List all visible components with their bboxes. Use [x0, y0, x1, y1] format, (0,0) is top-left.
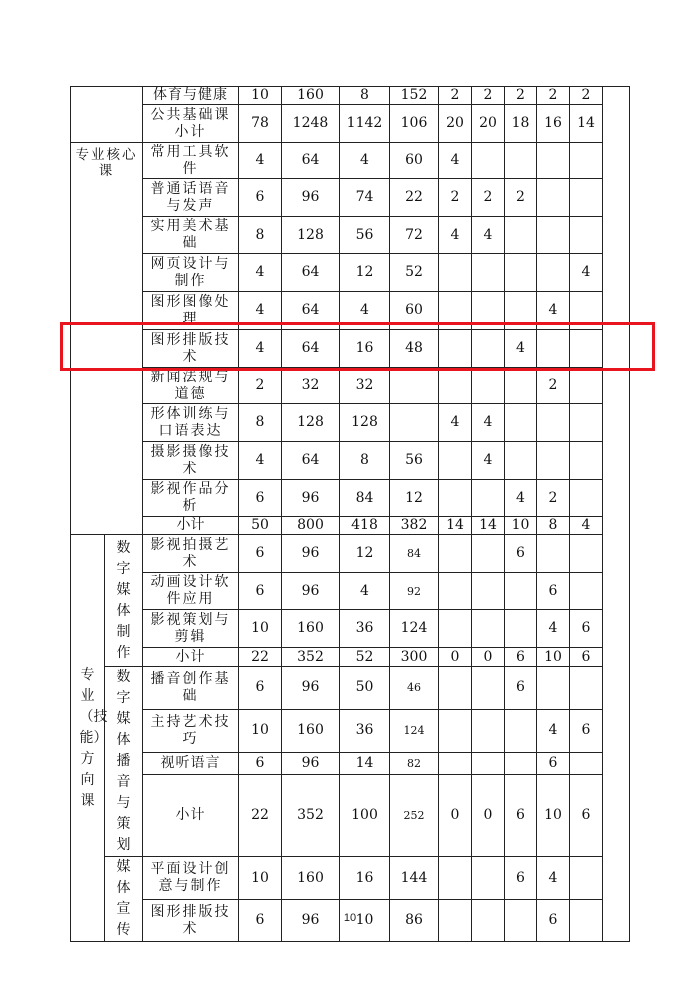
semester-3-cell — [505, 292, 537, 330]
course-name: 播音创作基础 — [143, 667, 239, 710]
group-label-media-production — [105, 535, 143, 667]
hours-cell: 64 — [282, 292, 340, 330]
semester-4-cell — [537, 179, 570, 217]
core-courses-label — [71, 143, 143, 535]
theory-hours-cell: 36 — [340, 709, 390, 752]
practice-hours-cell: 382 — [390, 517, 439, 535]
table-row — [71, 404, 630, 442]
semester-3-cell: 4 — [505, 480, 537, 517]
theory-hours-cell: 4 — [340, 292, 390, 330]
semester-2-cell — [472, 667, 505, 710]
hours-cell: 64 — [282, 143, 340, 179]
table-row — [71, 573, 630, 610]
semester-4-cell: 8 — [537, 517, 570, 535]
blank-cell — [71, 87, 143, 143]
course-name: 影视拍摄艺术 — [143, 535, 239, 573]
direction-courses-label — [71, 535, 108, 942]
credits-cell: 10 — [239, 610, 282, 648]
table-row — [71, 535, 630, 573]
practice-hours-cell: 86 — [390, 900, 439, 942]
semester-5-cell — [570, 442, 603, 480]
table-row — [71, 368, 630, 404]
table-row — [71, 143, 630, 179]
credits-cell: 4 — [239, 254, 282, 292]
hours-cell: 64 — [282, 330, 340, 368]
hours-cell: 96 — [282, 667, 340, 710]
semester-4-cell: 2 — [537, 87, 570, 105]
semester-5-cell — [570, 535, 603, 573]
theory-hours-cell: 14 — [340, 752, 390, 774]
group-label-media-publicity — [105, 857, 143, 942]
course-name: 影视作品分析 — [143, 480, 239, 517]
semester-2-cell — [472, 709, 505, 752]
theory-hours-cell: 16 — [340, 857, 390, 900]
semester-5-cell — [570, 143, 603, 179]
hours-cell: 96 — [282, 179, 340, 217]
hours-cell: 96 — [282, 535, 340, 573]
semester-4-cell: 6 — [537, 900, 570, 942]
core-courses-label-text: 专业核心课 — [75, 147, 138, 179]
semester-5-cell — [570, 480, 603, 517]
semester-5-cell: 6 — [570, 774, 603, 856]
credits-cell: 4 — [239, 292, 282, 330]
semester-3-cell: 2 — [505, 179, 537, 217]
semester-3-cell — [505, 442, 537, 480]
semester-3-cell: 6 — [505, 535, 537, 573]
semester-4-cell: 16 — [537, 105, 570, 143]
semester-5-cell — [570, 368, 603, 404]
semester-1-cell: 20 — [439, 105, 472, 143]
course-name: 视听语言 — [143, 752, 239, 774]
semester-2-cell — [472, 857, 505, 900]
semester-1-cell: 4 — [439, 217, 472, 254]
semester-2-cell — [472, 143, 505, 179]
theory-hours-cell: 8 — [340, 442, 390, 480]
semester-5-cell — [570, 404, 603, 442]
semester-2-cell: 4 — [472, 404, 505, 442]
course-name: 影视策划与剪辑 — [143, 610, 239, 648]
practice-hours-cell: 82 — [390, 752, 439, 774]
course-name: 平面设计创意与制作 — [143, 857, 239, 900]
theory-hours-cell: 56 — [340, 217, 390, 254]
semester-3-cell — [505, 368, 537, 404]
semester-1-cell — [439, 330, 472, 368]
credits-cell: 8 — [239, 217, 282, 254]
credits-cell: 6 — [239, 573, 282, 610]
semester-2-cell: 0 — [472, 774, 505, 856]
semester-2-cell — [472, 610, 505, 648]
theory-hours-cell: 50 — [340, 667, 390, 710]
semester-3-cell: 4 — [505, 330, 537, 368]
theory-hours-cell: 10 — [340, 900, 390, 942]
semester-4-cell: 4 — [537, 292, 570, 330]
semester-5-cell: 4 — [570, 517, 603, 535]
credits-cell: 10 — [239, 857, 282, 900]
semester-4-cell: 2 — [537, 368, 570, 404]
practice-hours-cell: 84 — [390, 535, 439, 573]
hours-cell: 160 — [282, 610, 340, 648]
group-label-text: 媒体宣传 — [116, 859, 131, 938]
semester-4-cell: 10 — [537, 774, 570, 856]
semester-5-cell — [570, 330, 603, 368]
semester-1-cell: 0 — [439, 648, 472, 667]
credits-cell: 4 — [239, 330, 282, 368]
hours-cell: 64 — [282, 254, 340, 292]
page-number: 10 — [343, 912, 357, 924]
semester-3-cell: 6 — [505, 667, 537, 710]
table-row — [71, 610, 630, 648]
semester-4-cell — [537, 442, 570, 480]
semester-4-cell — [537, 254, 570, 292]
semester-3-cell: 18 — [505, 105, 537, 143]
group-label-text: 数字媒体播音与策划 — [116, 669, 131, 853]
theory-hours-cell: 52 — [340, 648, 390, 667]
course-name: 体育与健康 — [143, 87, 239, 105]
semester-1-cell — [439, 535, 472, 573]
course-name: 新闻法规与道德 — [143, 368, 239, 404]
credits-cell: 22 — [239, 648, 282, 667]
semester-1-cell — [439, 292, 472, 330]
direction-courses-label-text: 专业（技能）方向课 — [79, 666, 108, 809]
hours-cell: 352 — [282, 648, 340, 667]
subtotal-label: 小计 — [143, 648, 239, 667]
course-name: 主持艺术技巧 — [143, 709, 239, 752]
semester-4-cell — [537, 404, 570, 442]
semester-1-cell — [439, 667, 472, 710]
semester-2-cell: 2 — [472, 87, 505, 105]
table-body — [71, 87, 630, 942]
semester-5-cell: 4 — [570, 254, 603, 292]
semester-3-cell — [505, 610, 537, 648]
semester-2-cell — [472, 535, 505, 573]
credits-cell: 2 — [239, 368, 282, 404]
practice-hours-cell — [390, 404, 439, 442]
semester-1-cell — [439, 573, 472, 610]
remarks-column — [603, 87, 630, 942]
semester-2-cell: 14 — [472, 517, 505, 535]
practice-hours-cell: 48 — [390, 330, 439, 368]
semester-2-cell: 20 — [472, 105, 505, 143]
semester-1-cell: 2 — [439, 87, 472, 105]
practice-hours-cell: 252 — [390, 774, 439, 856]
credits-cell: 6 — [239, 900, 282, 942]
semester-3-cell: 6 — [505, 774, 537, 856]
semester-1-cell — [439, 709, 472, 752]
practice-hours-cell: 144 — [390, 857, 439, 900]
semester-3-cell — [505, 709, 537, 752]
semester-1-cell — [439, 752, 472, 774]
semester-3-cell — [505, 573, 537, 610]
theory-hours-cell: 74 — [340, 179, 390, 217]
subtotal-label: 小计 — [143, 774, 239, 856]
theory-hours-cell: 16 — [340, 330, 390, 368]
hours-cell: 128 — [282, 404, 340, 442]
credits-cell: 6 — [239, 667, 282, 710]
semester-2-cell: 0 — [472, 648, 505, 667]
table-row — [71, 667, 630, 710]
semester-1-cell — [439, 368, 472, 404]
course-name: 摄影摄像技术 — [143, 442, 239, 480]
practice-hours-cell: 124 — [390, 610, 439, 648]
semester-4-cell: 2 — [537, 480, 570, 517]
semester-3-cell — [505, 254, 537, 292]
theory-hours-cell: 8 — [340, 87, 390, 105]
semester-3-cell — [505, 752, 537, 774]
table-row — [71, 442, 630, 480]
theory-hours-cell: 418 — [340, 517, 390, 535]
table-row — [71, 752, 630, 774]
semester-5-cell — [570, 857, 603, 900]
practice-hours-cell: 300 — [390, 648, 439, 667]
credits-cell: 10 — [239, 709, 282, 752]
table-row — [71, 709, 630, 752]
practice-hours-cell: 60 — [390, 292, 439, 330]
practice-hours-cell: 106 — [390, 105, 439, 143]
hours-cell: 160 — [282, 709, 340, 752]
hours-cell: 64 — [282, 442, 340, 480]
semester-5-cell: 6 — [570, 709, 603, 752]
semester-4-cell: 4 — [537, 709, 570, 752]
semester-4-cell — [537, 667, 570, 710]
credits-cell: 6 — [239, 179, 282, 217]
semester-4-cell: 10 — [537, 648, 570, 667]
table-row — [71, 648, 630, 667]
table-row — [71, 517, 630, 535]
course-name: 网页设计与制作 — [143, 254, 239, 292]
table-row — [71, 330, 630, 368]
course-name: 普通话语音与发声 — [143, 179, 239, 217]
semester-1-cell — [439, 610, 472, 648]
table-row — [71, 217, 630, 254]
semester-3-cell: 6 — [505, 648, 537, 667]
hours-cell: 96 — [282, 480, 340, 517]
semester-5-cell: 6 — [570, 648, 603, 667]
table-row — [71, 292, 630, 330]
semester-5-cell — [570, 217, 603, 254]
semester-4-cell — [537, 330, 570, 368]
table-row — [71, 480, 630, 517]
hours-cell: 32 — [282, 368, 340, 404]
credits-cell: 4 — [239, 143, 282, 179]
practice-hours-cell: 152 — [390, 87, 439, 105]
semester-5-cell: 2 — [570, 87, 603, 105]
semester-2-cell: 2 — [472, 179, 505, 217]
hours-cell: 128 — [282, 217, 340, 254]
semester-3-cell — [505, 143, 537, 179]
semester-1-cell — [439, 254, 472, 292]
hours-cell: 96 — [282, 573, 340, 610]
hours-cell: 96 — [282, 752, 340, 774]
credits-cell: 8 — [239, 404, 282, 442]
semester-5-cell: 14 — [570, 105, 603, 143]
semester-4-cell — [537, 143, 570, 179]
semester-3-cell — [505, 404, 537, 442]
hours-cell: 1248 — [282, 105, 340, 143]
semester-5-cell: 6 — [570, 610, 603, 648]
group-label-broadcast-planning — [105, 667, 143, 857]
theory-hours-cell: 128 — [340, 404, 390, 442]
practice-hours-cell: 92 — [390, 573, 439, 610]
table-row — [71, 105, 630, 143]
hours-cell: 800 — [282, 517, 340, 535]
semester-4-cell: 4 — [537, 610, 570, 648]
semester-2-cell — [472, 573, 505, 610]
practice-hours-cell: 22 — [390, 179, 439, 217]
semester-4-cell — [537, 217, 570, 254]
semester-3-cell: 10 — [505, 517, 537, 535]
course-name: 动画设计软件应用 — [143, 573, 239, 610]
table-row — [71, 774, 630, 856]
theory-hours-cell: 12 — [340, 254, 390, 292]
theory-hours-cell: 36 — [340, 610, 390, 648]
semester-2-cell — [472, 330, 505, 368]
practice-hours-cell: 72 — [390, 217, 439, 254]
hours-cell: 96 — [282, 900, 340, 942]
theory-hours-cell: 32 — [340, 368, 390, 404]
theory-hours-cell: 100 — [340, 774, 390, 856]
semester-5-cell — [570, 292, 603, 330]
semester-1-cell: 2 — [439, 179, 472, 217]
practice-hours-cell: 12 — [390, 480, 439, 517]
table-row — [71, 87, 630, 105]
semester-4-cell: 6 — [537, 752, 570, 774]
practice-hours-cell — [390, 368, 439, 404]
semester-4-cell: 4 — [537, 857, 570, 900]
credits-cell: 78 — [239, 105, 282, 143]
table-row — [71, 254, 630, 292]
hours-cell: 160 — [282, 87, 340, 105]
theory-hours-cell: 1142 — [340, 105, 390, 143]
semester-2-cell: 4 — [472, 442, 505, 480]
theory-hours-cell: 84 — [340, 480, 390, 517]
semester-2-cell — [472, 752, 505, 774]
course-name: 形体训练与口语表达 — [143, 404, 239, 442]
semester-2-cell: 4 — [472, 217, 505, 254]
credits-cell: 22 — [239, 774, 282, 856]
course-name: 图形排版技术 — [143, 900, 239, 942]
practice-hours-cell: 56 — [390, 442, 439, 480]
credits-cell: 6 — [239, 480, 282, 517]
group-label-text: 数字媒体制作 — [116, 539, 131, 661]
table-row — [71, 857, 630, 900]
course-name: 公共基础课小计 — [143, 105, 239, 143]
subtotal-label: 小计 — [143, 517, 239, 535]
semester-5-cell — [570, 752, 603, 774]
semester-5-cell — [570, 179, 603, 217]
theory-hours-cell: 12 — [340, 535, 390, 573]
theory-hours-cell: 4 — [340, 143, 390, 179]
credits-cell: 50 — [239, 517, 282, 535]
course-name: 图形排版技术 — [143, 330, 239, 368]
semester-2-cell — [472, 254, 505, 292]
course-name: 图形图像处理 — [143, 292, 239, 330]
semester-4-cell: 6 — [537, 573, 570, 610]
semester-1-cell: 4 — [439, 404, 472, 442]
credits-cell: 6 — [239, 535, 282, 573]
semester-1-cell — [439, 480, 472, 517]
semester-3-cell: 2 — [505, 87, 537, 105]
semester-1-cell — [439, 857, 472, 900]
semester-2-cell — [472, 368, 505, 404]
semester-1-cell — [439, 442, 472, 480]
semester-4-cell — [537, 535, 570, 573]
semester-2-cell — [472, 292, 505, 330]
credits-cell: 6 — [239, 752, 282, 774]
practice-hours-cell: 46 — [390, 667, 439, 710]
hours-cell: 352 — [282, 774, 340, 856]
theory-hours-cell: 4 — [340, 573, 390, 610]
practice-hours-cell: 60 — [390, 143, 439, 179]
semester-3-cell — [505, 217, 537, 254]
semester-1-cell: 0 — [439, 774, 472, 856]
practice-hours-cell: 52 — [390, 254, 439, 292]
semester-5-cell — [570, 667, 603, 710]
credits-cell: 4 — [239, 442, 282, 480]
table-row — [71, 179, 630, 217]
hours-cell: 160 — [282, 857, 340, 900]
semester-3-cell: 6 — [505, 857, 537, 900]
semester-1-cell: 4 — [439, 143, 472, 179]
semester-1-cell: 14 — [439, 517, 472, 535]
semester-5-cell — [570, 573, 603, 610]
practice-hours-cell: 124 — [390, 709, 439, 752]
credits-cell: 10 — [239, 87, 282, 105]
course-name: 常用工具软件 — [143, 143, 239, 179]
curriculum-table — [70, 86, 630, 942]
course-name: 实用美术基础 — [143, 217, 239, 254]
semester-2-cell — [472, 480, 505, 517]
